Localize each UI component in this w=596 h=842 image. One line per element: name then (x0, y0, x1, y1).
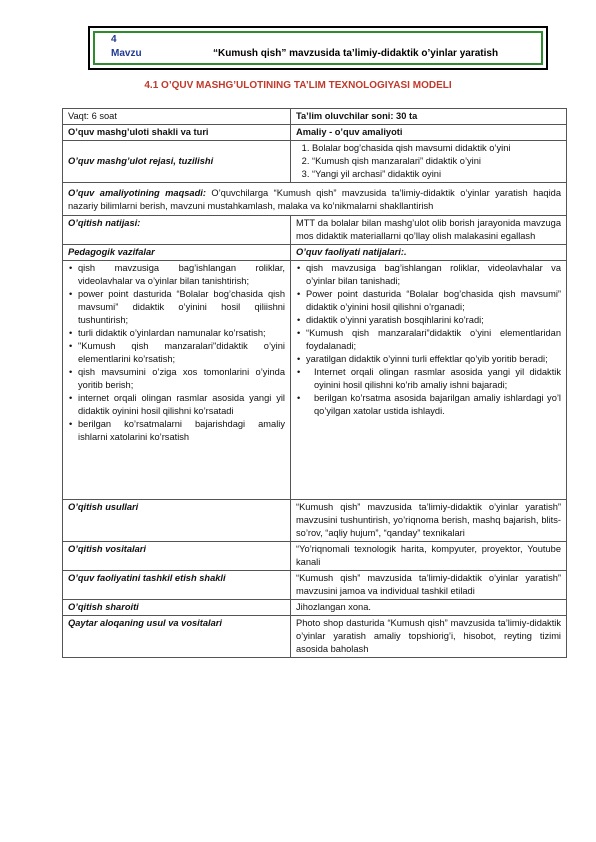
topic-label: Mavzu (111, 48, 142, 59)
tasks-header: Pedagogik vazifalar (63, 245, 291, 261)
list-item: 2. “Kumush qish manzaralari” didaktik o’yini (312, 155, 561, 168)
table-row (63, 216, 567, 245)
list-item: • qish mavzusiga bag’ishlangan roliklar, videolavhalar va o’yinlar bilan tanishtirish; (78, 262, 285, 288)
list-item: • internet orqali olingan rasmlar asosida yangi yil didaktik oyinini hosil qilishni ko’rsatadi (78, 392, 285, 418)
methods-text: “Kumush qish” mavzusida ta’limiy-didaktik o’yinlar yaratish” mavzusini tushuntirish, yo’riqnoma berish, mashq bajarish, blits-so’rov, “aqliy hujum”, “qanday” texnikalari (291, 500, 567, 542)
lesson-plan-cell (291, 141, 567, 183)
outcomes-header: O’quv faoliyati natijalari:. (291, 245, 567, 261)
tasks-cell (63, 261, 291, 500)
list-item: • Power point dasturida “Bolalar bog’chasida qish mavsumi” didaktik o’yinini hosil qilishni o’rganadi; (306, 288, 561, 314)
lesson-model-table (62, 108, 567, 658)
topic-header-inner (93, 31, 543, 65)
list-item: • turli didaktik o’yinlardan namunalar ko’rsatish; (78, 327, 285, 340)
table-row (63, 183, 567, 216)
tools-label: O’qitish vositalari (63, 542, 291, 571)
list-item: • didaktik o’yinni yaratish bosqihlarini ko’radi; (306, 314, 561, 327)
lesson-plan-list (296, 142, 561, 181)
table-row (63, 542, 567, 571)
list-item: • qish mavsumini o’ziga xos tomonlarini o’yinda yoritib berish; (78, 366, 285, 392)
feedback-label: Qaytar aloqaning usul va vositalari (63, 616, 291, 658)
goal-text: O’quvchilarga “Kumush qish” mavzusida ta’limiy-didaktik o’yinlar yaratish haqida nazariy bilimlarni berish, mavzuni mustahkamlash, malaka va ko’nikmalarni shakllantirish (68, 188, 561, 211)
table-row (63, 125, 567, 141)
lesson-form-value: Amaliy - o’quv amaliyoti (291, 125, 567, 141)
table-row (63, 571, 567, 600)
topic-title: “Kumush qish” mavzusida ta’limiy-didaktik o’yinlar yaratish (213, 48, 499, 59)
outcomes-cell (291, 261, 567, 500)
list-item: • power point dasturida “Bolalar bog’chasida qish mavsumi” didaktik o’yinini hosil qiliishni tushuntirish; (78, 288, 285, 327)
list-item: 3. “Yangi yil archasi” didaktik oyini (312, 168, 561, 181)
list-item: • yaratilgan didaktik o’yinni turli effektlar qo’yib yoritib beradi; (306, 353, 561, 366)
topic-header-box (88, 26, 548, 70)
tools-text: “Yo’riqnomali texnologik harita, kompyuter, proyektor, Youtube kanali (291, 542, 567, 571)
lesson-form-label: O’quv mashg’uloti shakli va turi (63, 125, 291, 141)
table-row (63, 616, 567, 658)
table-row (63, 141, 567, 183)
table-row (63, 600, 567, 616)
list-item: 1. Bolalar bog’chasida qish mavsumi didaktik o’yini (312, 142, 561, 155)
organization-text: “Kumush qish” mavzusida ta’limiy-didaktik o’yinlar yaratish” mavzusini jamoa va individual tashkil etiladi (291, 571, 567, 600)
organization-label: O’quv faoliyatini tashkil etish shakli (63, 571, 291, 600)
list-item: • "Kumush qish manzaralari"didaktik o’yini elementlarini ko’rsatish; (78, 340, 285, 366)
section-subtitle: 4.1 O’QUV MASHG’ULOTINING TA’LIM TEXNOLOGIYASI MODELI (144, 80, 452, 91)
list-item: • qish mavzusiga bag’ishlangan roliklar, videolavhalar va o’yinlar bilan tanishadi; (306, 262, 561, 288)
tasks-list (68, 262, 285, 444)
topic-number: 4 (111, 34, 117, 45)
table-row (63, 109, 567, 125)
list-item: • Internet orqali olingan rasmlar asosida yangi yil didaktik oyinini hosil qilishni ko’rib amaliy ishni bajaradi; (306, 366, 561, 392)
goal-cell (63, 183, 567, 216)
feedback-text: Photo shop dasturida “Kumush qish” mavzusida ta’limiy-didaktik o’yinlar yaratish amaliy topshiorig’i, hisobot, reyting tizimi asosida baholash (291, 616, 567, 658)
goal-label: O’quv amaliyotining maqsadi: (68, 188, 206, 198)
list-item: • berilgan ko’rsatmalarni bajarishdagi amaliy ishlarni xatolarini ko’rsatish (78, 418, 285, 444)
list-item: • berilgan ko’rsatma asosida bajarilgan amaliy ishlardagi yo’l qo’yilgan xatolar ustida ishlaydi. (306, 392, 561, 418)
conditions-label: O’qitish sharoiti (63, 600, 291, 616)
table-row (63, 261, 567, 500)
duration-cell: Vaqt: 6 soat (63, 109, 291, 125)
lesson-plan-label: O’quv mashg’ulot rejasi, tuzilishi (63, 141, 291, 183)
methods-label: O’qitish usullari (63, 500, 291, 542)
students-count-cell: Ta’lim oluvchilar soni: 30 ta (291, 109, 567, 125)
result-text: MTT da bolalar bilan mashg’ulot olib borish jarayonida mavzuga mos didaktik materiallarni qo’llay olish malakasini egallash (291, 216, 567, 245)
conditions-text: Jihozlangan xona. (291, 600, 567, 616)
list-item: • “Kumush qish manzaralari”didaktik o’yini elementlaridan foydalanadi; (306, 327, 561, 353)
result-label: O’qitish natijasi: (63, 216, 291, 245)
outcomes-list (296, 262, 561, 418)
table-row (63, 245, 567, 261)
table-row (63, 500, 567, 542)
